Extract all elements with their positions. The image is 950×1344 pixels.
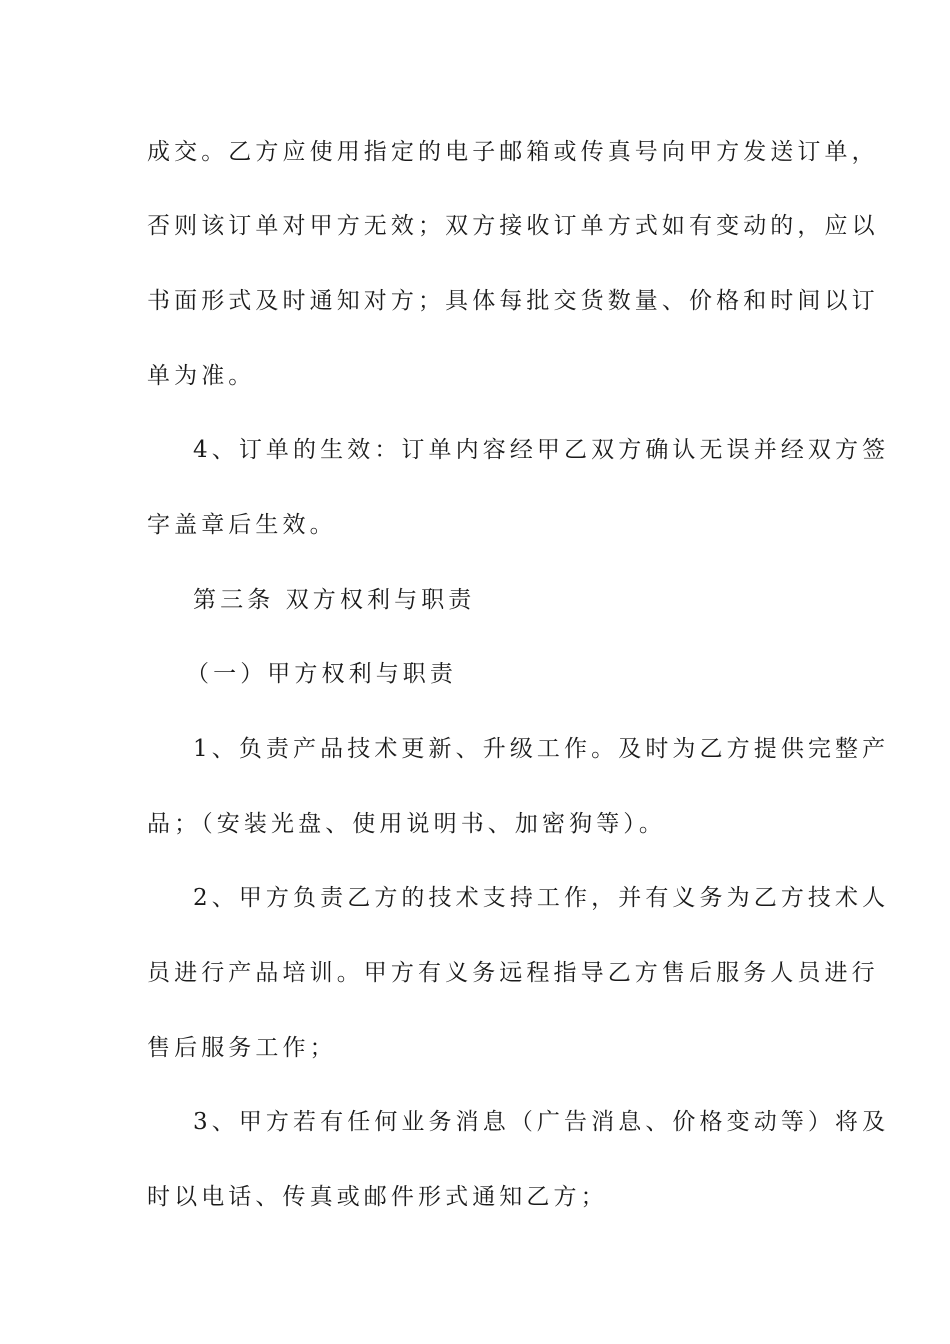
text-line: 售后服务工作； <box>147 1035 337 1061</box>
list-item: 2、甲方负责乙方的技术支持工作，并有义务为乙方技术人 <box>193 885 890 911</box>
text-line: 书面形式及时通知对方；具体每批交货数量、价格和时间以订 <box>147 288 879 314</box>
section-heading: 第三条 双方权利与职责 <box>193 587 476 613</box>
list-item: 3、甲方若有任何业务消息（广告消息、价格变动等）将及 <box>193 1109 890 1135</box>
text-line: 否则该订单对甲方无效；双方接收订单方式如有变动的，应以 <box>147 213 879 239</box>
text-line: 时以电话、传真或邮件形式通知乙方； <box>147 1184 608 1210</box>
text-line: 品；（安装光盘、使用说明书、加密狗等）。 <box>147 811 666 837</box>
text-line: 字盖章后生效。 <box>147 512 337 538</box>
text-line: 员进行产品培训。甲方有义务远程指导乙方售后服务人员进行 <box>147 960 879 986</box>
paragraph-heading-order-effect: 4、订单的生效：订单内容经甲乙双方确认无误并经双方签 <box>193 437 890 463</box>
subsection-heading: （一）甲方权利与职责 <box>186 661 457 687</box>
list-item: 1、负责产品技术更新、升级工作。及时为乙方提供完整产 <box>193 736 890 762</box>
text-line: 成交。乙方应使用指定的电子邮箱或传真号向甲方发送订单， <box>147 139 879 165</box>
text-line: 单为准。 <box>147 363 256 389</box>
